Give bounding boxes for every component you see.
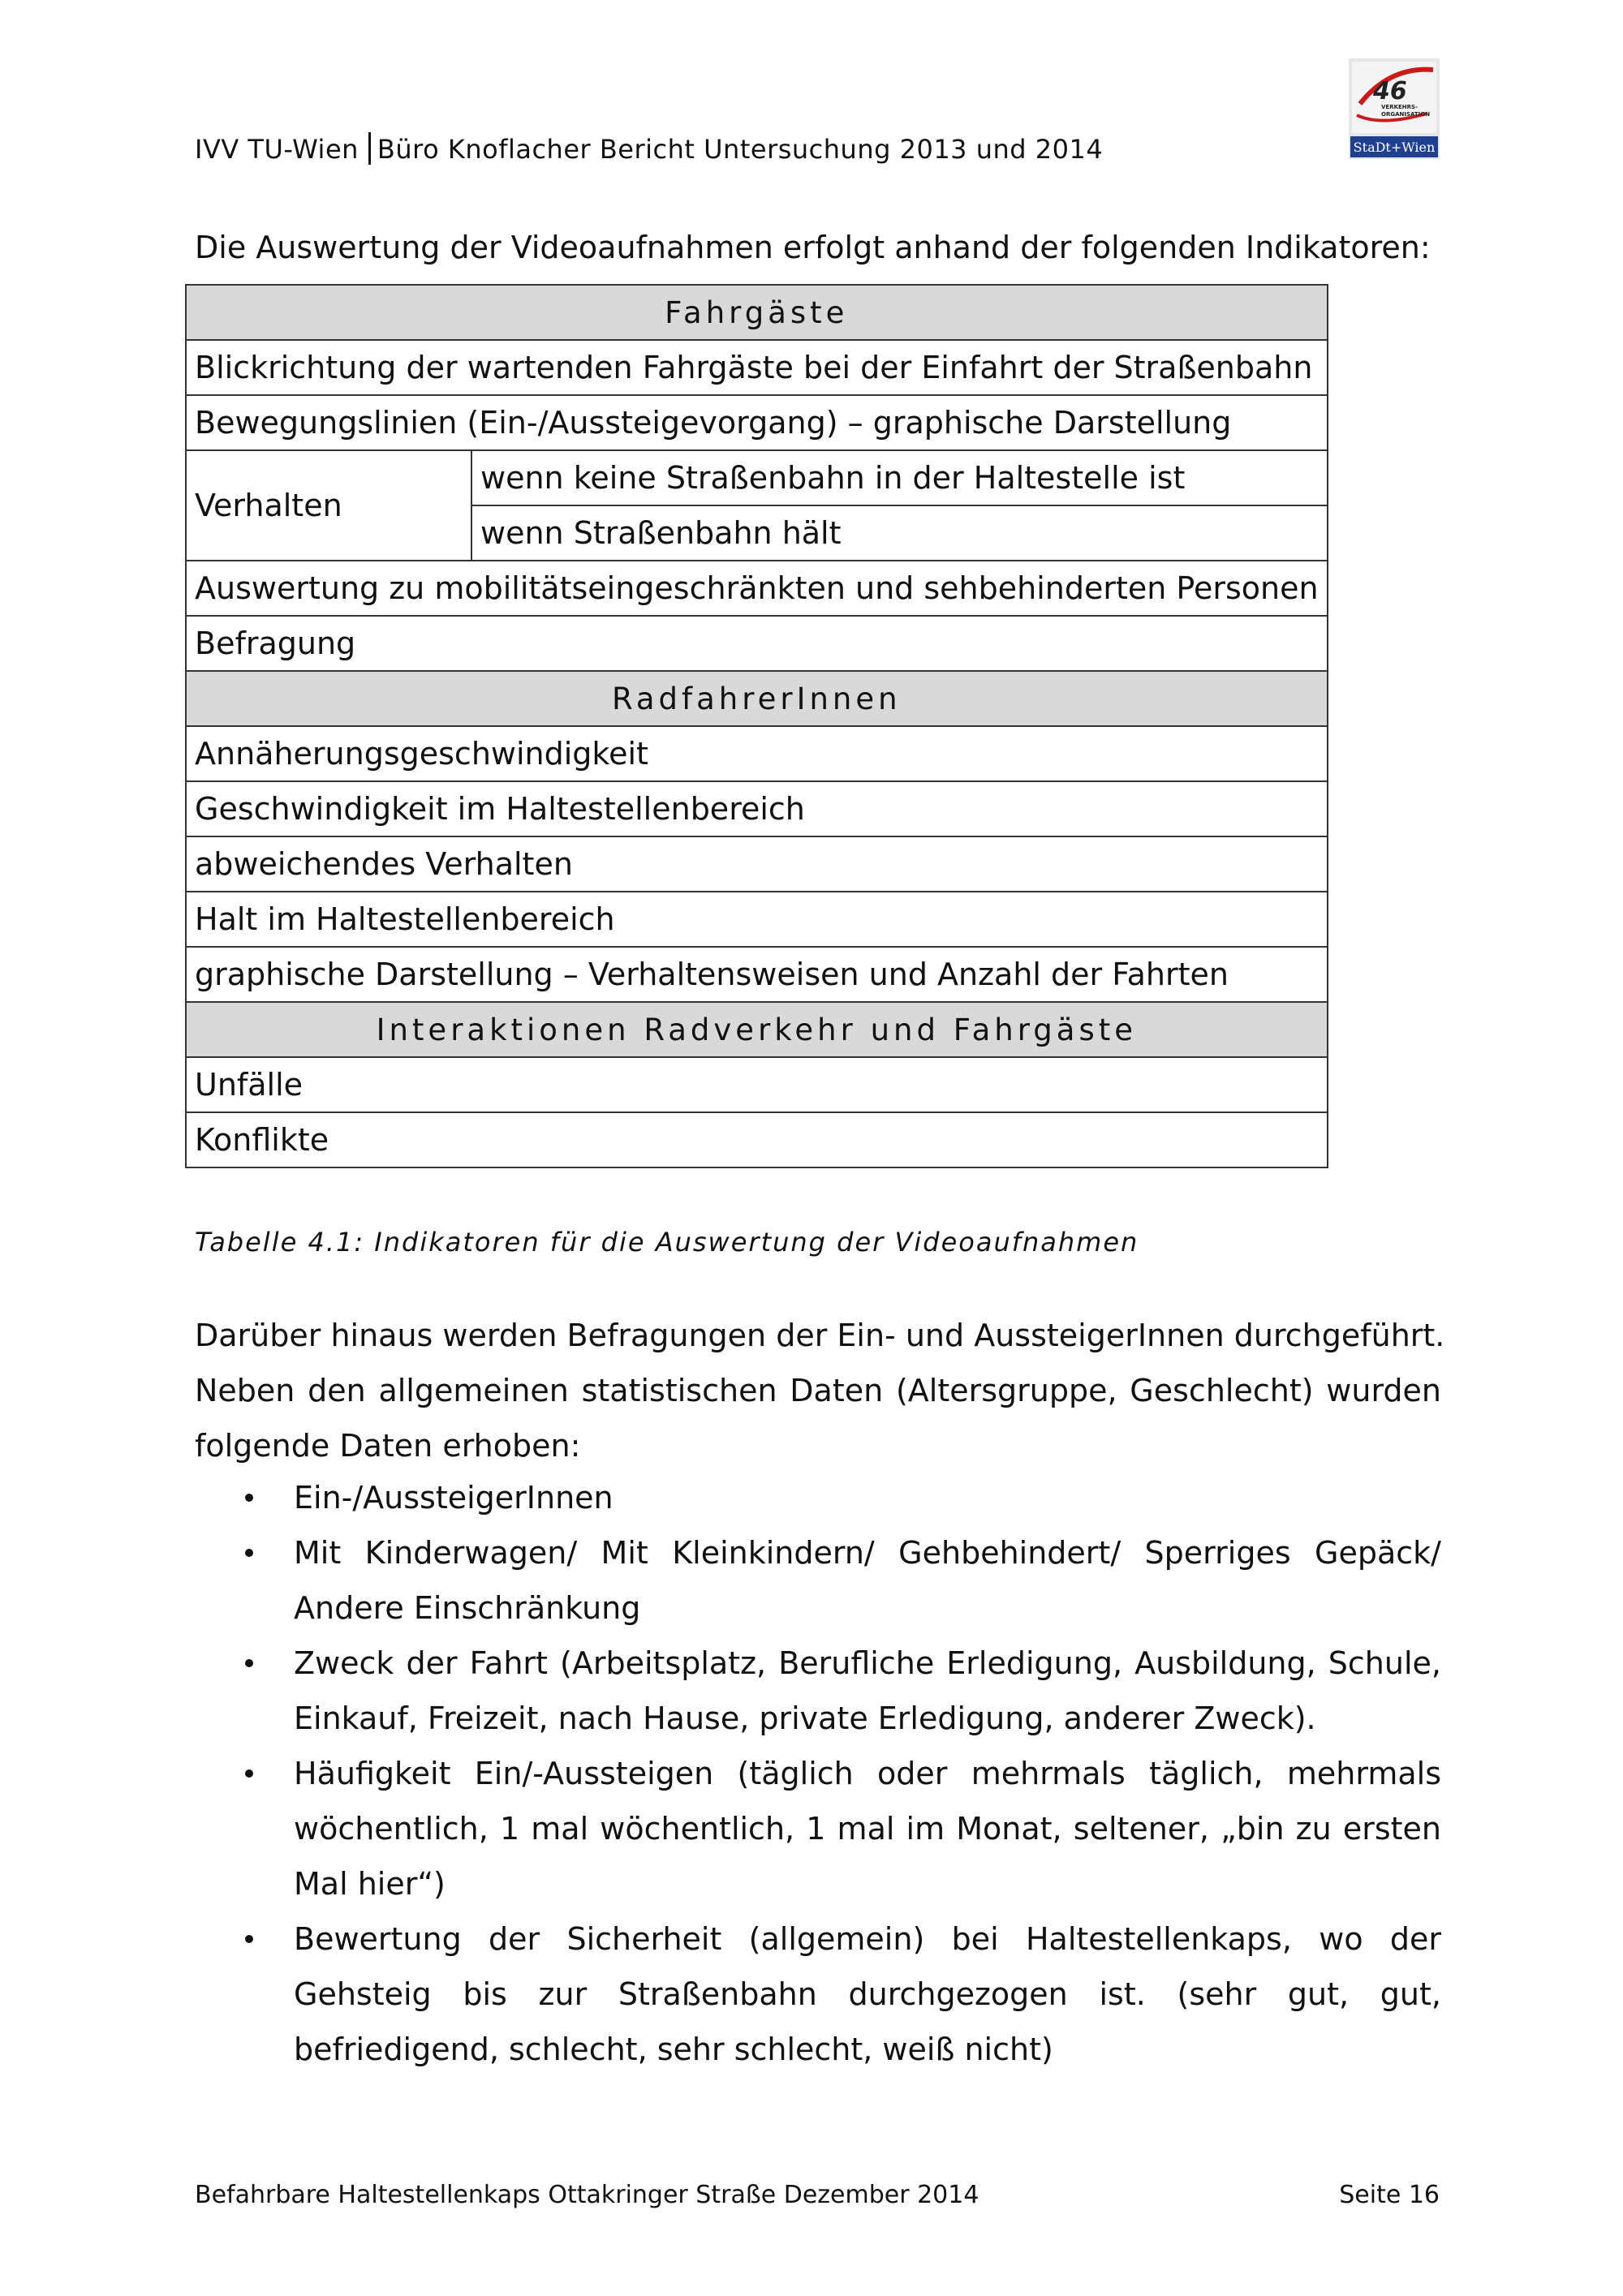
header-institute: IVV TU-Wien <box>195 134 359 165</box>
body-paragraph <box>195 1308 1445 1473</box>
paragraph-rest: Neben den allgemeinen statistischen Daten (Altersgruppe, Geschlecht) wurden folgende Daten erhoben: <box>195 1373 1441 1464</box>
bullet-icon <box>245 1659 253 1667</box>
table-row <box>186 1057 1328 1112</box>
header-report-title: Büro Knoflacher Bericht Untersuchung 2013 und 2014 <box>377 134 1104 165</box>
list-item-text: Mit Kinderwagen/ Mit Kleinkindern/ Gehbehindert/ Sperriges Gepäck/ Andere Einschränkung <box>294 1535 1441 1626</box>
list-item <box>195 1911 1441 2077</box>
section-header-interaktionen: Interaktionen Radverkehr und Fahrgäste <box>186 1002 1328 1057</box>
list-item-text: Zweck der Fahrt (Arbeitsplatz, Berufliche Erledigung, Ausbildung, Schule, Einkauf, Freizeit, nach Hause, private Erledigung, anderer Zweck). <box>294 1645 1441 1736</box>
paragraph-line-1: Darüber hinaus werden Befragungen der Ein- und AussteigerInnen durchgeführt. <box>195 1318 1445 1353</box>
table-caption: Tabelle 4.1: Indikatoren für die Auswertung der Videoaufnahmen <box>195 1227 1139 1258</box>
table-cell: Halt im Haltestellenbereich <box>186 892 1328 947</box>
list-item-text: Ein-/AussteigerInnen <box>294 1480 613 1516</box>
bullet-icon <box>245 1549 253 1557</box>
table-row <box>186 561 1328 616</box>
table-row <box>186 450 1328 505</box>
table-section-row <box>186 285 1328 340</box>
logo-line2: ORGANISATION <box>1381 111 1431 118</box>
table-row <box>186 836 1328 892</box>
bullet-icon <box>245 1769 253 1778</box>
table-cell: Geschwindigkeit im Haltestellenbereich <box>186 781 1328 836</box>
bullet-list <box>195 1470 1441 2077</box>
table-cell: wenn Straßenbahn hält <box>471 505 1328 561</box>
intro-sentence: Die Auswertung der Videoaufnahmen erfolgt anhand der folgenden Indikatoren: <box>195 230 1431 265</box>
verhalten-label-cell: Verhalten <box>186 450 471 561</box>
table-cell: Befragung <box>186 616 1328 671</box>
list-item <box>195 1636 1441 1746</box>
table-row <box>186 1112 1328 1167</box>
table-cell: Blickrichtung der wartenden Fahrgäste bei der Einfahrt der Straßenbahn <box>186 340 1328 395</box>
table-row <box>186 340 1328 395</box>
bullet-icon <box>245 1494 253 1502</box>
logo-line1: VERKEHRS- <box>1381 104 1418 110</box>
page-header <box>195 132 1103 165</box>
logo-number: 46 <box>1373 77 1407 105</box>
list-item <box>195 1525 1441 1636</box>
table-cell: Bewegungslinien (Ein-/Aussteigevorgang) – graphische Darstellung <box>186 395 1328 450</box>
header-separator <box>368 132 371 165</box>
list-item <box>195 1470 1441 1525</box>
bullet-icon <box>245 1935 253 1943</box>
section-header-radfahrer: RadfahrerInnen <box>186 671 1328 726</box>
table-cell: Auswertung zu mobilitätseingeschränkten und sehbehinderten Personen <box>186 561 1328 616</box>
table-cell: wenn keine Straßenbahn in der Haltestelle ist <box>471 450 1328 505</box>
table-row <box>186 616 1328 671</box>
indicator-table <box>185 284 1328 1168</box>
table-cell: graphische Darstellung – Verhaltensweisen und Anzahl der Fahrten <box>186 947 1328 1002</box>
table-row <box>186 395 1328 450</box>
logo-city-name: StaDt+Wien <box>1353 140 1436 155</box>
table-cell: abweichendes Verhalten <box>186 836 1328 892</box>
table-section-row <box>186 1002 1328 1057</box>
table-cell: Konflikte <box>186 1112 1328 1167</box>
table-cell: Annäherungsgeschwindigkeit <box>186 726 1328 781</box>
city-logo <box>1349 58 1440 159</box>
table-row <box>186 892 1328 947</box>
table-row <box>186 947 1328 1002</box>
list-item <box>195 1746 1441 1911</box>
table-cell: Unfälle <box>186 1057 1328 1112</box>
footer-title: Befahrbare Haltestellenkaps Ottakringer Straße Dezember 2014 <box>195 2181 979 2209</box>
list-item-text: Häufigkeit Ein/-Aussteigen (täglich oder mehrmals täglich, mehrmals wöchentlich, 1 mal wöchentlich, 1 mal im Monat, seltener, „bin zu ersten Mal hier“) <box>294 1756 1441 1902</box>
list-item-text: Bewertung der Sicherheit (allgemein) bei Haltestellenkaps, wo der Gehsteig bis zur Straßenbahn durchgezogen ist. (sehr gut, gut, befriedigend, schlecht, sehr schlecht, weiß nicht) <box>294 1921 1441 2067</box>
table-section-row <box>186 671 1328 726</box>
table-row <box>186 781 1328 836</box>
section-header-fahrgaeste: Fahrgäste <box>186 285 1328 340</box>
table-row <box>186 726 1328 781</box>
page-number: Seite 16 <box>1339 2181 1440 2209</box>
